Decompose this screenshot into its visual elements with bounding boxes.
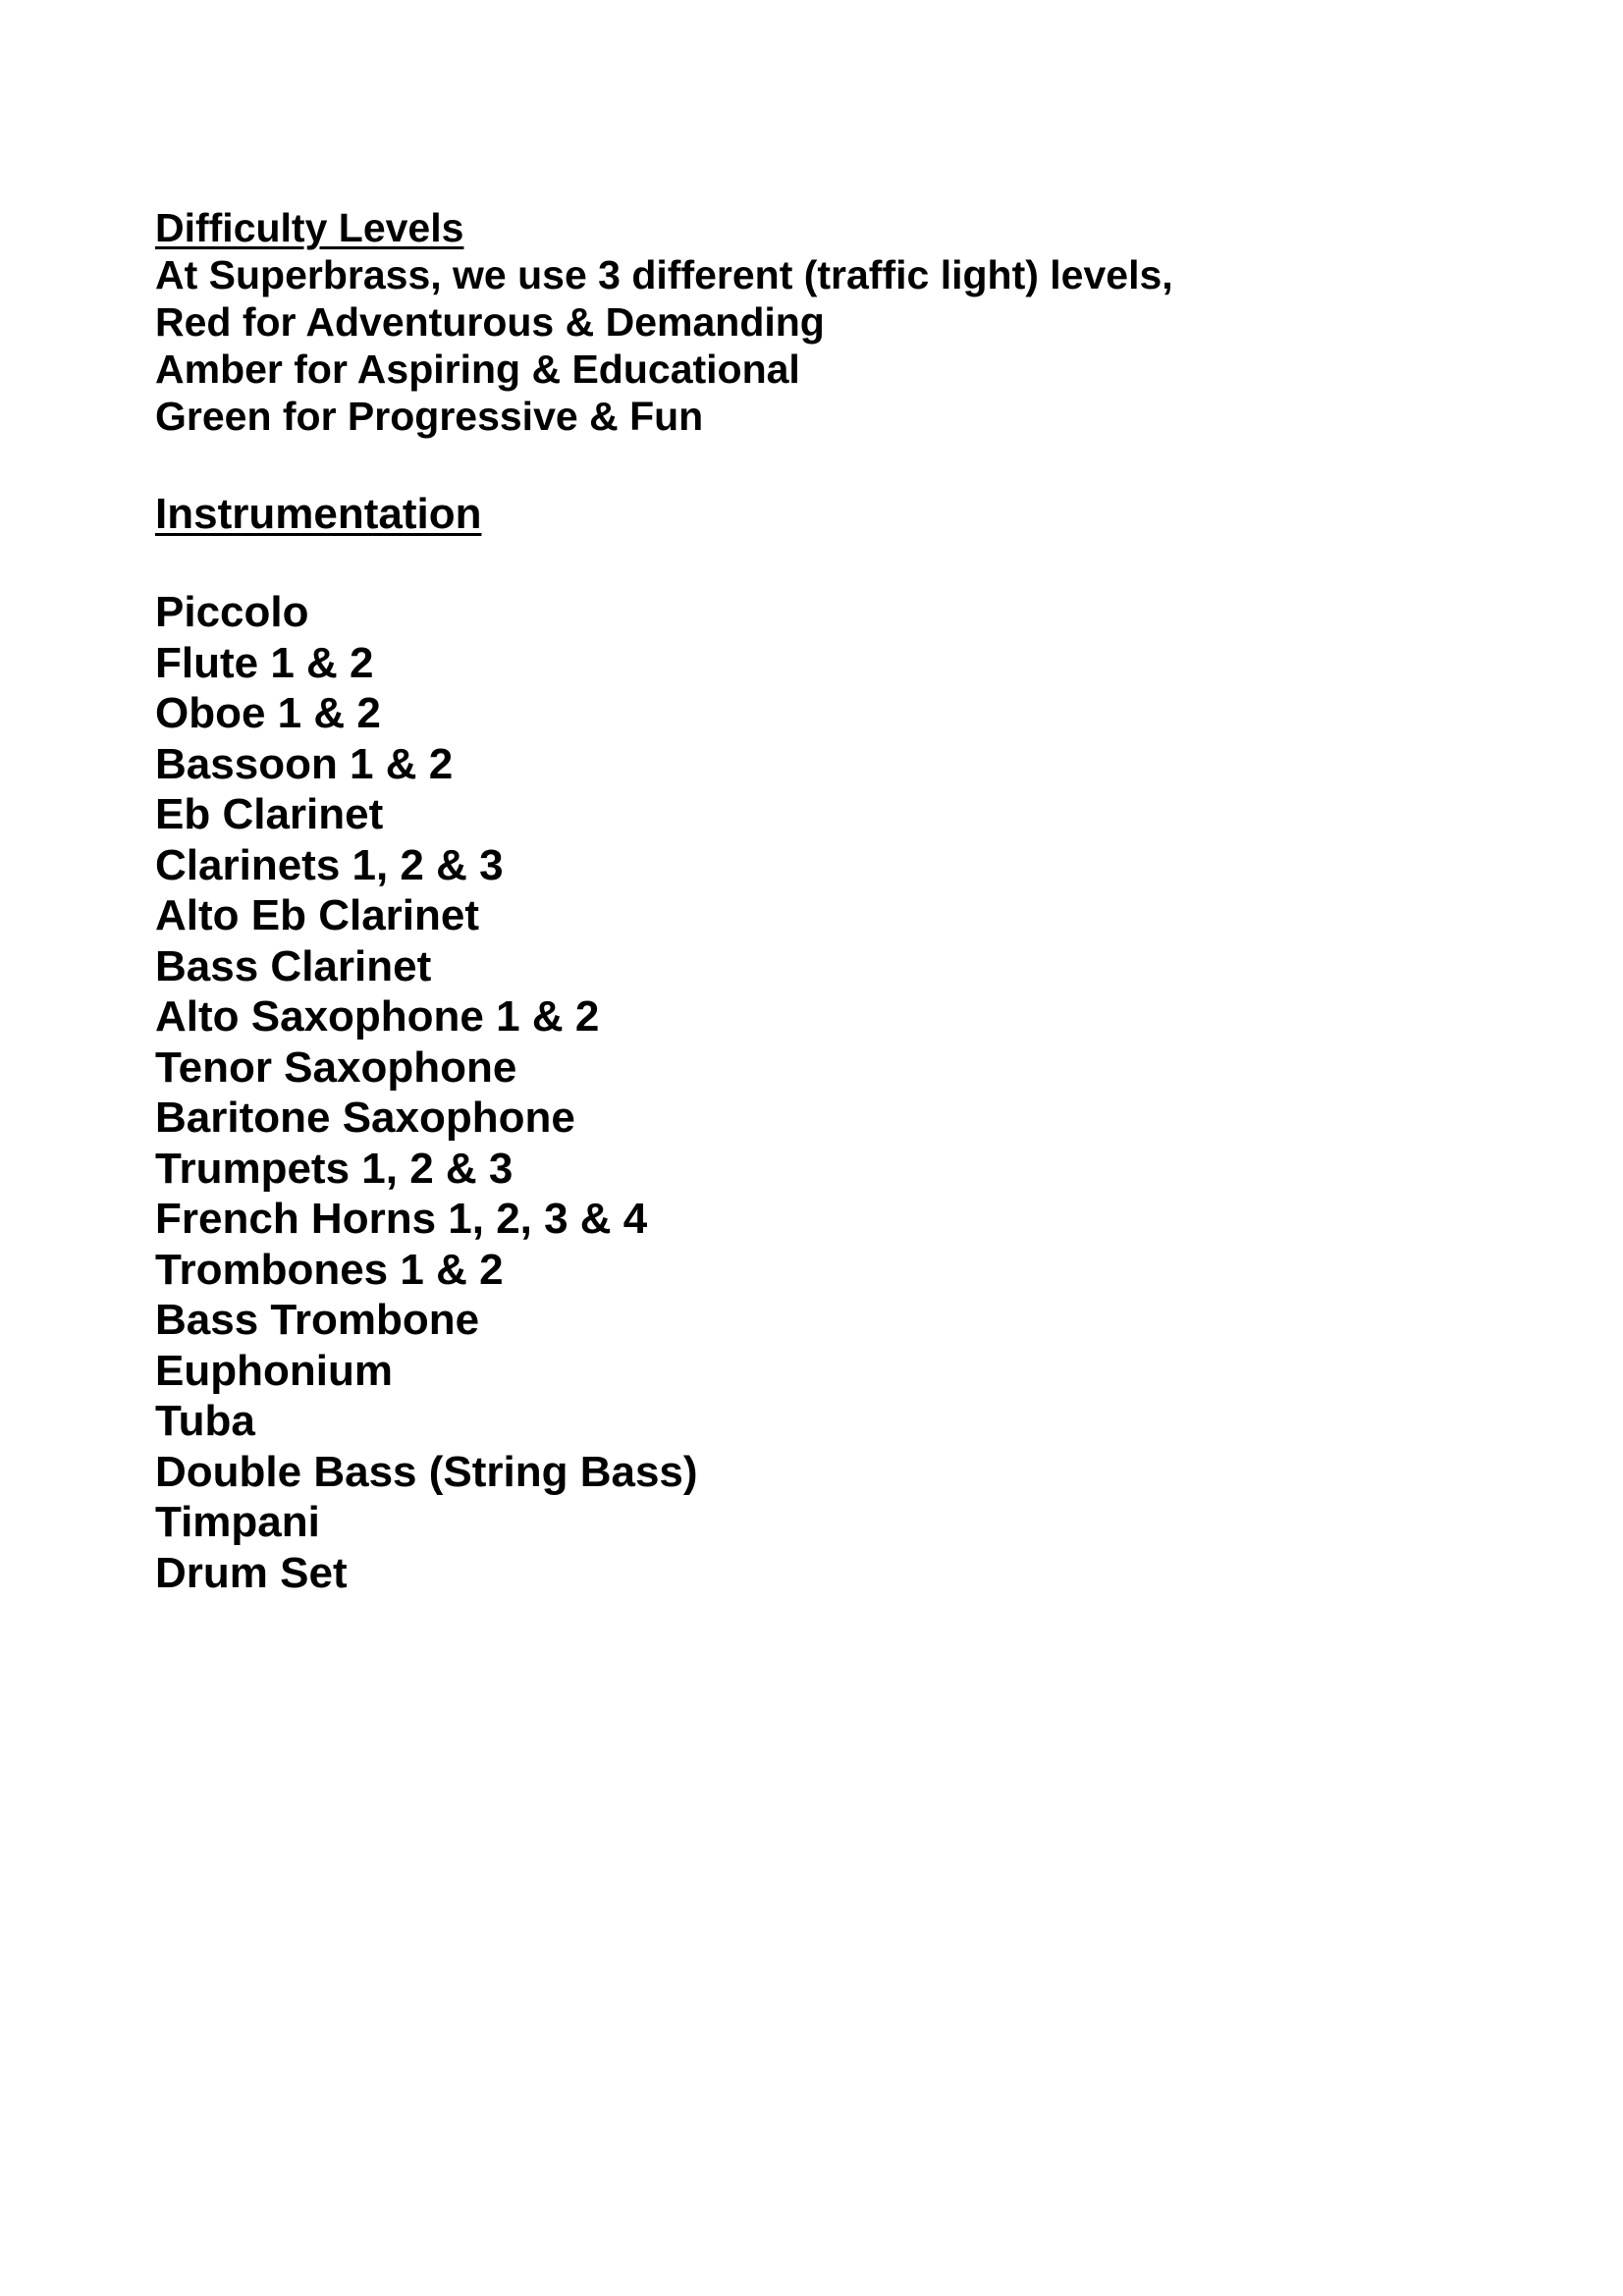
instrument-item: Euphonium [155, 1346, 393, 1395]
instrument-item: Tenor Saxophone [155, 1042, 517, 1092]
difficulty-level-amber: Amber for Aspiring & Educational [155, 347, 800, 392]
instrument-item: Flute 1 & 2 [155, 638, 374, 687]
difficulty-level-green: Green for Progressive & Fun [155, 394, 704, 439]
difficulty-heading: Difficulty Levels [155, 205, 464, 250]
instrument-item: Alto Eb Clarinet [155, 891, 480, 939]
instrument-item: Tuba [155, 1397, 255, 1445]
instrument-item: Oboe 1 & 2 [155, 689, 381, 737]
instrument-item: Baritone Saxophone [155, 1094, 575, 1142]
difficulty-section [155, 204, 1530, 440]
instrument-item: Trombones 1 & 2 [155, 1245, 504, 1294]
difficulty-intro-line: At Superbrass, we use 3 different (traffic light) levels, [155, 252, 1173, 297]
instrument-item: French Horns 1, 2, 3 & 4 [155, 1195, 648, 1243]
instrument-item: Bassoon 1 & 2 [155, 739, 454, 788]
instrument-item: Timpani [155, 1498, 320, 1546]
instrument-item: Eb Clarinet [155, 790, 384, 838]
document-content [155, 204, 1530, 1598]
instrument-item: Bass Clarinet [155, 941, 432, 990]
instrument-list [155, 587, 1530, 1598]
difficulty-level-red: Red for Adventurous & Demanding [155, 299, 825, 345]
instrument-item: Alto Saxophone 1 & 2 [155, 992, 600, 1041]
instrument-item: Bass Trombone [155, 1296, 480, 1344]
instrument-item: Drum Set [155, 1548, 348, 1597]
instrumentation-heading: Instrumentation [155, 490, 482, 538]
instrument-item: Trumpets 1, 2 & 3 [155, 1144, 514, 1193]
instrument-item: Double Bass (String Bass) [155, 1447, 698, 1496]
instrumentation-section [155, 489, 1530, 1598]
instrument-item: Clarinets 1, 2 & 3 [155, 840, 504, 889]
instrument-item: Piccolo [155, 588, 309, 636]
